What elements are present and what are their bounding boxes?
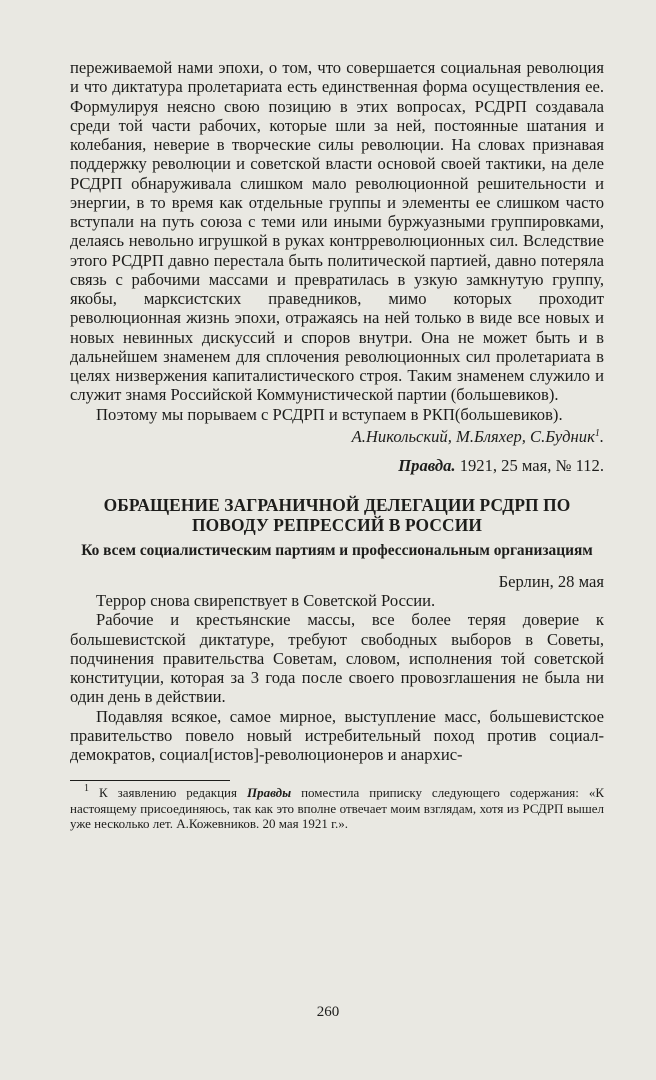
footnote-text-after: поместила приписку следующего содержания: «К настоящему присоединяюсь, так как это вполне отвечает моим взглядам, хотя из РСДРП вышел уже несколько лет. А.Кожевников. 20 мая 1921 г.».: [70, 785, 605, 832]
source-details: 1921, 25 мая, № 112.: [459, 456, 604, 475]
closing-paragraph: Поэтому мы порываем с РСДРП и вступаем в РКП(большевиков).: [96, 404, 563, 424]
footnote-text-before: К заявлению редакция: [98, 785, 237, 801]
footnote: [70, 785, 604, 831]
continuation-paragraph: переживаемой нами эпохи, о том, что совершается социальная революция и что диктатура пролетариата есть единственная форма осуществления ее. Формулируя неясно свою позицию в этих вопросах, РСДРП создавала среди той части рабочих, которые шли за ней, постоянные шатания и колебания, неверие в творческие силы революции. На словах признавая поддержку революции и советской власти основой своей тактики, на деле РСДРП обнаруживала слишком мало революционной решительности и энергии, в то время как отдельные группы и элементы ее слишком часто вступали на путь союза с теми или иными буржуазными группировками, делаясь невольно игрушкой в руках контрреволюционных сил. Вследствие этого РСДРП давно перестала быть политической партией, давно потеряла связь с рабочими массами и превратилась в узкую замкнутую группу, якобы, марксистских праведников, мимо которых проходит революционная жизнь эпохи, отражаясь на ней только в виде все новых и новых невинных дискуссий и споров внутри. Она не может быть и в дальнейшем знаменем для сплочения революционных сил пролетариата в целях низвержения капиталистического строя. Таким знаменем служило и служит знамя Российской Коммунистической партии (большевиков).: [70, 58, 604, 405]
signatories-names: А.Никольский, М.Бляхер, С.Будник: [351, 426, 595, 446]
appeal-paragraph-2: Рабочие и крестьянские массы, все более теряя доверие к большевистской диктатуре, требуют свободных выборов в Советы, подчинения правительства Советам, словом, исполнения той советской конституции, которая за 3 года после своего провозглашения не была ни один день в действии.: [70, 610, 604, 707]
source-citation: [70, 456, 604, 475]
dateline: Берлин, 28 мая: [498, 571, 604, 591]
source-newspaper: Правда.: [398, 456, 456, 475]
appeal-paragraph-3: Подавляя всякое, самое мирное, выступление масс, большевистское правительство повело новый истребительный поход против социал-демократов, социал[истов]-революционеров и анархис-: [70, 706, 604, 764]
section-heading: ОБРАЩЕНИЕ ЗАГРАНИЧНОЙ ДЕЛЕГАЦИИ РСДРП ПО ПОВОДУ РЕПРЕССИЙ В РОССИИ: [103, 495, 571, 536]
footnote-newspaper: Правды: [246, 785, 292, 801]
signatories: А.Никольский, М.Бляхер, С.Будник$^1$.: [351, 426, 604, 446]
footnote-divider: [70, 780, 230, 781]
document-page: [70, 58, 604, 831]
page-number: 260: [316, 1004, 340, 1020]
footnote-reference-mark: 1: [594, 427, 600, 439]
appeal-paragraph-1: Террор снова свирепствует в Советской России.: [96, 591, 436, 610]
footnote-mark: 1: [84, 783, 89, 795]
section-subheading: Ко всем социалистическим партиям и профессиональным организациям: [81, 542, 593, 560]
